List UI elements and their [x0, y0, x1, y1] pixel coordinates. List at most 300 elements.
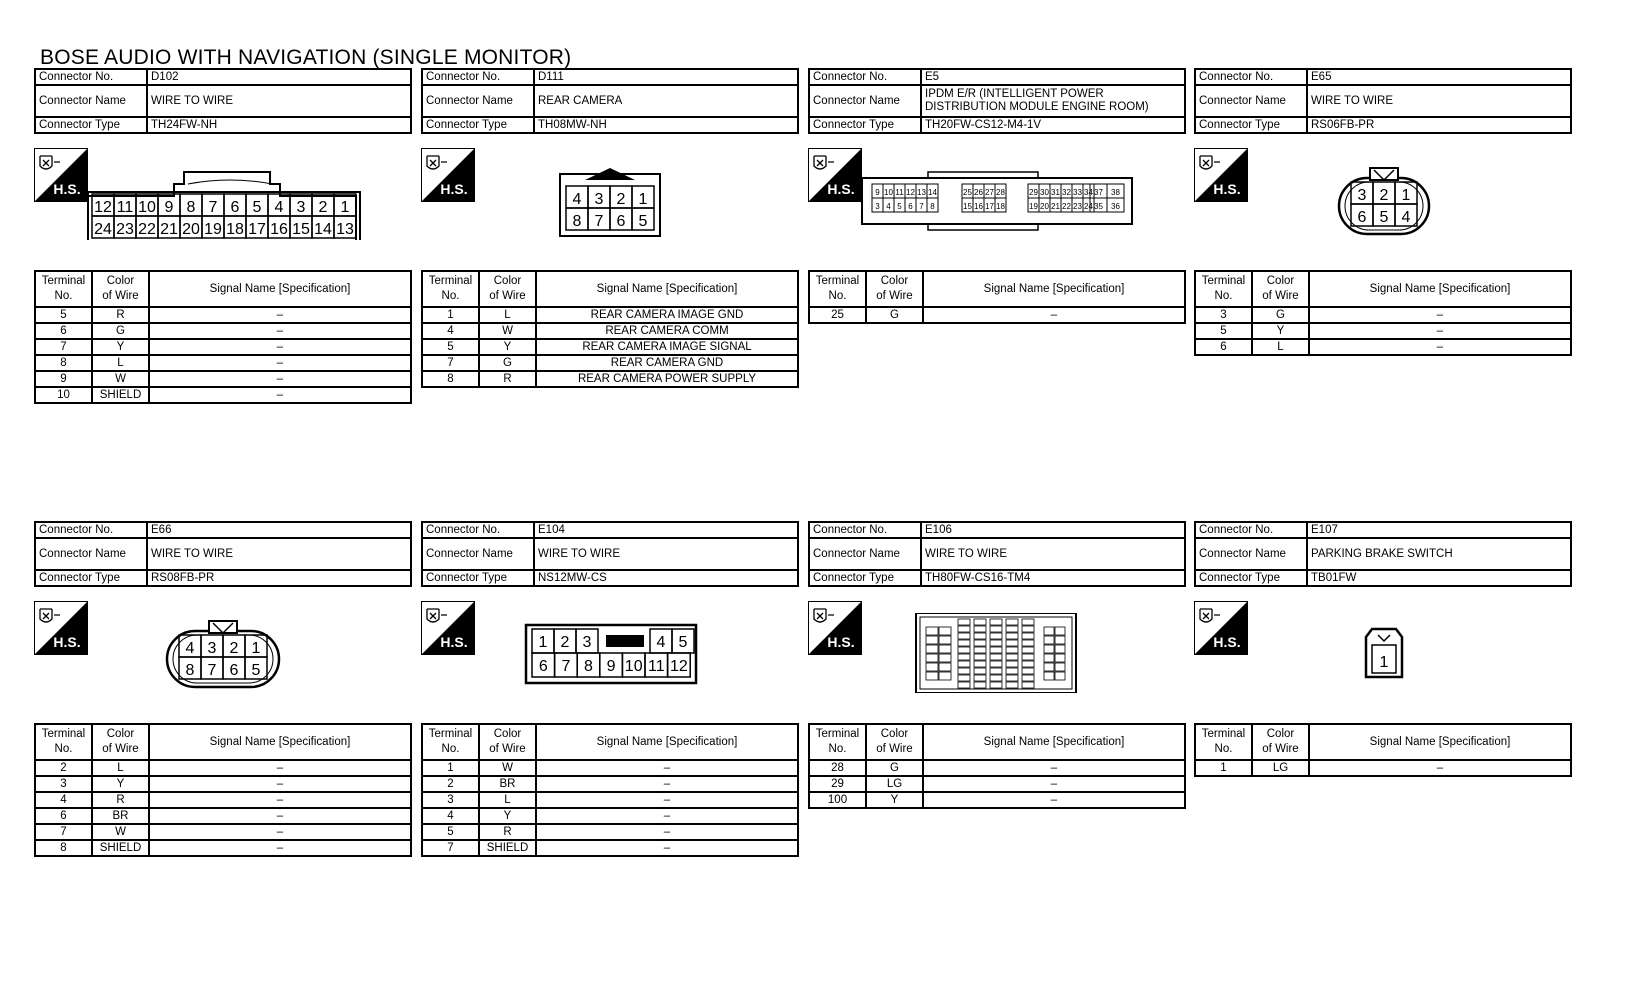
connector-header	[1194, 521, 1572, 587]
signal-name: –	[149, 840, 411, 856]
table-row	[422, 339, 798, 355]
terminal-no: 8	[35, 355, 92, 371]
terminal-no-header: Terminal No.	[35, 271, 92, 307]
signal-name: –	[536, 792, 798, 808]
terminal-no: 6	[35, 808, 92, 824]
table-row	[422, 355, 798, 371]
terminal-no: 6	[35, 323, 92, 339]
terminal-no-header: Terminal No.	[809, 724, 866, 760]
table-row	[35, 307, 411, 323]
table-row	[422, 307, 798, 323]
d102-pin: 21	[160, 221, 178, 238]
signal-name: –	[536, 760, 798, 776]
header-label: Connector No.	[1195, 69, 1307, 85]
d102-pin: 19	[204, 221, 222, 238]
e104-pin: 10	[624, 658, 643, 675]
terminal-no: 4	[422, 323, 479, 339]
d102-pin: 23	[116, 221, 134, 238]
d102-pin: 10	[138, 199, 156, 216]
signal-name: –	[1309, 323, 1571, 339]
table-row	[35, 323, 411, 339]
d102-pin: 12	[94, 199, 112, 216]
wire-color: L	[479, 307, 536, 323]
e5-pin: 8	[930, 202, 935, 211]
connector-header	[34, 68, 412, 134]
header-label: Connector Name	[35, 538, 147, 570]
round-conn-pin: 5	[1379, 209, 1389, 226]
connector-panel-d102	[34, 68, 412, 488]
color-header: Color of Wire	[92, 724, 149, 760]
e104-pin: 11	[647, 658, 665, 675]
round-conn-pin: 5	[251, 662, 261, 679]
e104-pin: 6	[538, 658, 548, 675]
e5-pin: 35	[1094, 202, 1103, 211]
header-label: Connector Name	[809, 538, 921, 570]
header-label: Connector Type	[1195, 570, 1307, 586]
terminal-table	[421, 270, 799, 388]
d111-pin: 6	[616, 213, 626, 230]
round-conn-pin: 6	[1357, 209, 1367, 226]
connector-face-diagram	[808, 160, 1186, 240]
d102-pin: 17	[248, 221, 266, 238]
wire-color: SHIELD	[92, 840, 149, 856]
signal-header: Signal Name [Specification]	[536, 271, 798, 307]
signal-name: REAR CAMERA IMAGE GND	[536, 307, 798, 323]
terminal-table	[34, 723, 412, 857]
hs-label: H.S.	[53, 634, 81, 650]
table-row	[35, 387, 411, 403]
color-header: Color of Wire	[1252, 271, 1309, 307]
header-value: D111	[534, 69, 798, 85]
hs-label: H.S.	[53, 181, 81, 197]
e104-pin: 2	[560, 634, 570, 651]
round-conn-pin: 3	[1357, 187, 1367, 204]
e5-pin: 34	[1084, 188, 1093, 197]
wire-color: L	[92, 760, 149, 776]
round-conn-pin: 7	[207, 662, 217, 679]
connector-face-diagram	[1194, 613, 1572, 693]
e5-pin: 25	[963, 188, 972, 197]
signal-name: REAR CAMERA IMAGE SIGNAL	[536, 339, 798, 355]
wire-color: L	[479, 792, 536, 808]
wire-color: BR	[92, 808, 149, 824]
d111-pin: 1	[638, 191, 648, 208]
wire-color: G	[866, 760, 923, 776]
terminal-no-header: Terminal No.	[809, 271, 866, 307]
terminal-no-header: Terminal No.	[1195, 724, 1252, 760]
e5-pin: 19	[1029, 202, 1038, 211]
table-row	[35, 776, 411, 792]
wire-color: G	[92, 323, 149, 339]
header-value: E66	[147, 522, 411, 538]
connector-header	[1194, 68, 1572, 134]
terminal-no-header: Terminal No.	[422, 724, 479, 760]
connector-face-diagram	[421, 613, 799, 693]
wire-color: W	[92, 824, 149, 840]
table-row	[35, 824, 411, 840]
round-conn-pin: 8	[185, 662, 195, 679]
wire-color: L	[92, 355, 149, 371]
table-row	[1195, 339, 1571, 355]
signal-name: –	[149, 824, 411, 840]
connector-panel-e5	[808, 68, 1186, 488]
d102-pin: 11	[116, 199, 134, 216]
e104-pin: 3	[582, 634, 592, 651]
wire-color: W	[479, 760, 536, 776]
table-row	[422, 760, 798, 776]
signal-name: REAR CAMERA GND	[536, 355, 798, 371]
terminal-no: 8	[422, 371, 479, 387]
d102-pin: 18	[226, 221, 244, 238]
hs-label: H.S.	[440, 181, 468, 197]
wire-color: R	[479, 824, 536, 840]
wire-color: Y	[479, 808, 536, 824]
d102-pin: 16	[270, 221, 288, 238]
d102-pin: 1	[340, 199, 350, 216]
terminal-no: 5	[422, 339, 479, 355]
d111-pin: 3	[594, 191, 604, 208]
hs-label: H.S.	[827, 181, 855, 197]
e104-pin: 5	[678, 634, 688, 651]
header-label: Connector No.	[35, 522, 147, 538]
table-row	[35, 808, 411, 824]
e104-pin: 8	[584, 658, 593, 675]
wire-color: SHIELD	[479, 840, 536, 856]
connector-panel-e107	[1194, 521, 1572, 941]
table-row	[809, 792, 1185, 808]
header-value: E65	[1307, 69, 1571, 85]
terminal-no-header: Terminal No.	[1195, 271, 1252, 307]
d102-pin: 5	[252, 199, 262, 216]
wire-color: R	[479, 371, 536, 387]
terminal-table	[421, 723, 799, 857]
signal-name: –	[536, 808, 798, 824]
table-row	[35, 760, 411, 776]
round-conn-pin: 6	[229, 662, 239, 679]
header-value: TH80FW-CS16-TM4	[921, 570, 1185, 586]
table-row	[422, 840, 798, 856]
connector-face-diagram	[34, 160, 412, 240]
table-row	[422, 808, 798, 824]
signal-name: –	[149, 371, 411, 387]
header-value: WIRE TO WIRE	[147, 85, 411, 117]
d102-pin: 13	[336, 221, 354, 238]
header-value: TH20FW-CS12-M4-1V	[921, 117, 1185, 133]
header-label: Connector Type	[422, 570, 534, 586]
e104-pin: 7	[561, 658, 571, 675]
d102-pin: 3	[296, 199, 306, 216]
table-row	[422, 323, 798, 339]
signal-name: –	[923, 307, 1185, 323]
color-header: Color of Wire	[479, 724, 536, 760]
d102-pin: 15	[292, 221, 310, 238]
header-value: TH24FW-NH	[147, 117, 411, 133]
e5-pin: 24	[1084, 202, 1093, 211]
signal-header: Signal Name [Specification]	[149, 271, 411, 307]
table-row	[35, 355, 411, 371]
e5-pin: 30	[1040, 188, 1049, 197]
header-label: Connector Type	[809, 117, 921, 133]
terminal-no: 7	[422, 840, 479, 856]
signal-name: –	[923, 776, 1185, 792]
table-row	[422, 824, 798, 840]
terminal-no: 29	[809, 776, 866, 792]
header-label: Connector Type	[1195, 117, 1307, 133]
d102-pin: 2	[318, 199, 328, 216]
wire-color: LG	[866, 776, 923, 792]
table-row	[422, 776, 798, 792]
header-value: E104	[534, 522, 798, 538]
hs-label: H.S.	[827, 634, 855, 650]
e5-pin: 38	[1111, 188, 1120, 197]
e5-pin: 32	[1062, 188, 1071, 197]
e107-pin: 1	[1379, 654, 1389, 671]
color-header: Color of Wire	[92, 271, 149, 307]
e5-pin: 3	[875, 202, 880, 211]
hs-label: H.S.	[1213, 181, 1241, 197]
e5-pin: 37	[1094, 188, 1103, 197]
connector-panel-e106	[808, 521, 1186, 941]
round-conn-pin: 4	[1401, 209, 1411, 226]
table-row	[809, 776, 1185, 792]
header-label: Connector Name	[422, 538, 534, 570]
terminal-no: 9	[35, 371, 92, 387]
header-value: IPDM E/R (INTELLIGENT POWER DISTRIBUTION MODULE ENGINE ROOM)	[921, 85, 1185, 117]
table-row	[1195, 307, 1571, 323]
wire-color: G	[479, 355, 536, 371]
e5-pin: 15	[963, 202, 972, 211]
header-label: Connector No.	[422, 69, 534, 85]
terminal-no: 100	[809, 792, 866, 808]
header-value: REAR CAMERA	[534, 85, 798, 117]
wire-color: Y	[92, 339, 149, 355]
header-value: WIRE TO WIRE	[921, 538, 1185, 570]
header-label: Connector No.	[809, 69, 921, 85]
e5-pin: 18	[996, 202, 1005, 211]
header-value: RS06FB-PR	[1307, 117, 1571, 133]
terminal-table	[808, 270, 1186, 324]
signal-name: –	[149, 339, 411, 355]
header-value: TB01FW	[1307, 570, 1571, 586]
terminal-no: 2	[35, 760, 92, 776]
signal-header: Signal Name [Specification]	[1309, 724, 1571, 760]
terminal-no: 3	[35, 776, 92, 792]
connector-header	[34, 521, 412, 587]
wire-color: SHIELD	[92, 387, 149, 403]
e5-pin: 12	[906, 188, 915, 197]
header-label: Connector Type	[35, 117, 147, 133]
terminal-table	[1194, 270, 1572, 356]
table-row	[35, 792, 411, 808]
d102-pin: 7	[208, 199, 218, 216]
e5-pin: 11	[895, 188, 904, 197]
connector-panel-d111	[421, 68, 799, 488]
signal-name: –	[536, 776, 798, 792]
header-label: Connector No.	[1195, 522, 1307, 538]
terminal-no: 3	[1195, 307, 1252, 323]
round-conn-pin: 2	[1379, 187, 1389, 204]
header-value: TH08MW-NH	[534, 117, 798, 133]
signal-name: –	[536, 840, 798, 856]
header-label: Connector Name	[1195, 538, 1307, 570]
connector-face-diagram	[421, 160, 799, 240]
terminal-no: 25	[809, 307, 866, 323]
e104-pin: 12	[670, 658, 688, 675]
e5-pin: 29	[1029, 188, 1038, 197]
terminal-no: 2	[422, 776, 479, 792]
header-label: Connector Name	[1195, 85, 1307, 117]
signal-header: Signal Name [Specification]	[536, 724, 798, 760]
signal-name: REAR CAMERA COMM	[536, 323, 798, 339]
terminal-no: 7	[35, 339, 92, 355]
table-row	[422, 371, 798, 387]
wire-color: BR	[479, 776, 536, 792]
page-title: BOSE AUDIO WITH NAVIGATION (SINGLE MONITOR)	[40, 46, 572, 69]
signal-name: –	[923, 792, 1185, 808]
header-label: Connector No.	[809, 522, 921, 538]
connector-face-diagram	[1194, 160, 1572, 240]
round-conn-pin: 1	[1401, 187, 1411, 204]
terminal-no: 5	[35, 307, 92, 323]
signal-name: –	[149, 355, 411, 371]
e5-pin: 14	[928, 188, 937, 197]
terminal-no: 5	[1195, 323, 1252, 339]
round-conn-pin: 2	[229, 640, 239, 657]
d111-pin: 5	[638, 213, 648, 230]
d102-pin: 22	[138, 221, 156, 238]
wire-color: Y	[92, 776, 149, 792]
d102-pin: 9	[164, 199, 174, 216]
signal-name: –	[149, 307, 411, 323]
header-value: NS12MW-CS	[534, 570, 798, 586]
color-header: Color of Wire	[479, 271, 536, 307]
signal-name: –	[1309, 760, 1571, 776]
e5-pin: 16	[974, 202, 983, 211]
header-value: RS08FB-PR	[147, 570, 411, 586]
header-label: Connector Name	[809, 85, 921, 117]
signal-header: Signal Name [Specification]	[149, 724, 411, 760]
signal-name: –	[1309, 307, 1571, 323]
e5-pin: 20	[1040, 202, 1049, 211]
header-value: PARKING BRAKE SWITCH	[1307, 538, 1571, 570]
d102-pin: 24	[94, 221, 112, 238]
e5-pin: 27	[985, 188, 994, 197]
signal-name: –	[1309, 339, 1571, 355]
signal-name: –	[536, 824, 798, 840]
e5-pin: 13	[917, 188, 926, 197]
header-value: WIRE TO WIRE	[534, 538, 798, 570]
terminal-no: 28	[809, 760, 866, 776]
wire-color: G	[1252, 307, 1309, 323]
wire-color: W	[92, 371, 149, 387]
e5-pin: 9	[875, 188, 880, 197]
connector-header	[808, 68, 1186, 134]
signal-name: –	[923, 760, 1185, 776]
d111-pin: 8	[572, 213, 582, 230]
table-row	[35, 371, 411, 387]
table-row	[809, 307, 1185, 323]
terminal-table	[808, 723, 1186, 809]
header-label: Connector No.	[35, 69, 147, 85]
terminal-no: 1	[422, 760, 479, 776]
d111-pin: 7	[594, 213, 604, 230]
wire-color: W	[479, 323, 536, 339]
wire-color: L	[1252, 339, 1309, 355]
hs-label: H.S.	[440, 634, 468, 650]
e5-pin: 26	[974, 188, 983, 197]
terminal-no: 3	[422, 792, 479, 808]
table-row	[809, 760, 1185, 776]
e5-pin: 6	[908, 202, 913, 211]
d111-pin: 4	[572, 191, 582, 208]
connector-panel-e65	[1194, 68, 1572, 488]
table-row	[35, 840, 411, 856]
signal-name: –	[149, 387, 411, 403]
wire-color: Y	[1252, 323, 1309, 339]
terminal-no: 4	[422, 808, 479, 824]
signal-name: –	[149, 323, 411, 339]
wire-color: Y	[479, 339, 536, 355]
terminal-table	[1194, 723, 1572, 777]
wire-color: G	[866, 307, 923, 323]
e5-pin: 31	[1051, 188, 1060, 197]
signal-name: –	[149, 792, 411, 808]
e5-pin: 33	[1073, 188, 1082, 197]
e5-pin: 17	[985, 202, 994, 211]
e5-pin: 10	[884, 188, 893, 197]
terminal-no: 8	[35, 840, 92, 856]
e5-pin: 4	[886, 202, 891, 211]
e5-pin: 5	[897, 202, 902, 211]
table-row	[1195, 323, 1571, 339]
wire-color: Y	[866, 792, 923, 808]
table-row	[1195, 760, 1571, 776]
d102-pin: 20	[182, 221, 200, 238]
e5-pin: 23	[1073, 202, 1082, 211]
e104-pin: 4	[656, 634, 666, 651]
terminal-no: 4	[35, 792, 92, 808]
d102-pin: 14	[314, 221, 332, 238]
e104-pin: 9	[606, 658, 616, 675]
header-value: E107	[1307, 522, 1571, 538]
wire-color: R	[92, 792, 149, 808]
signal-name: REAR CAMERA POWER SUPPLY	[536, 371, 798, 387]
terminal-no-header: Terminal No.	[422, 271, 479, 307]
terminal-no-header: Terminal No.	[35, 724, 92, 760]
terminal-no: 10	[35, 387, 92, 403]
terminal-no: 1	[422, 307, 479, 323]
terminal-no: 1	[1195, 760, 1252, 776]
d102-pin: 4	[274, 199, 284, 216]
signal-name: –	[149, 808, 411, 824]
d111-pin: 2	[616, 191, 626, 208]
hs-label: H.S.	[1213, 634, 1241, 650]
header-value: WIRE TO WIRE	[1307, 85, 1571, 117]
d102-pin: 8	[186, 199, 196, 216]
connector-face-diagram	[808, 613, 1186, 693]
header-label: Connector Type	[35, 570, 147, 586]
header-label: Connector Type	[422, 117, 534, 133]
table-row	[35, 339, 411, 355]
header-label: Connector Type	[809, 570, 921, 586]
wire-color: LG	[1252, 760, 1309, 776]
header-label: Connector Name	[422, 85, 534, 117]
header-value: E106	[921, 522, 1185, 538]
round-conn-pin: 3	[207, 640, 217, 657]
terminal-no: 6	[1195, 339, 1252, 355]
color-header: Color of Wire	[866, 724, 923, 760]
signal-header: Signal Name [Specification]	[923, 271, 1185, 307]
